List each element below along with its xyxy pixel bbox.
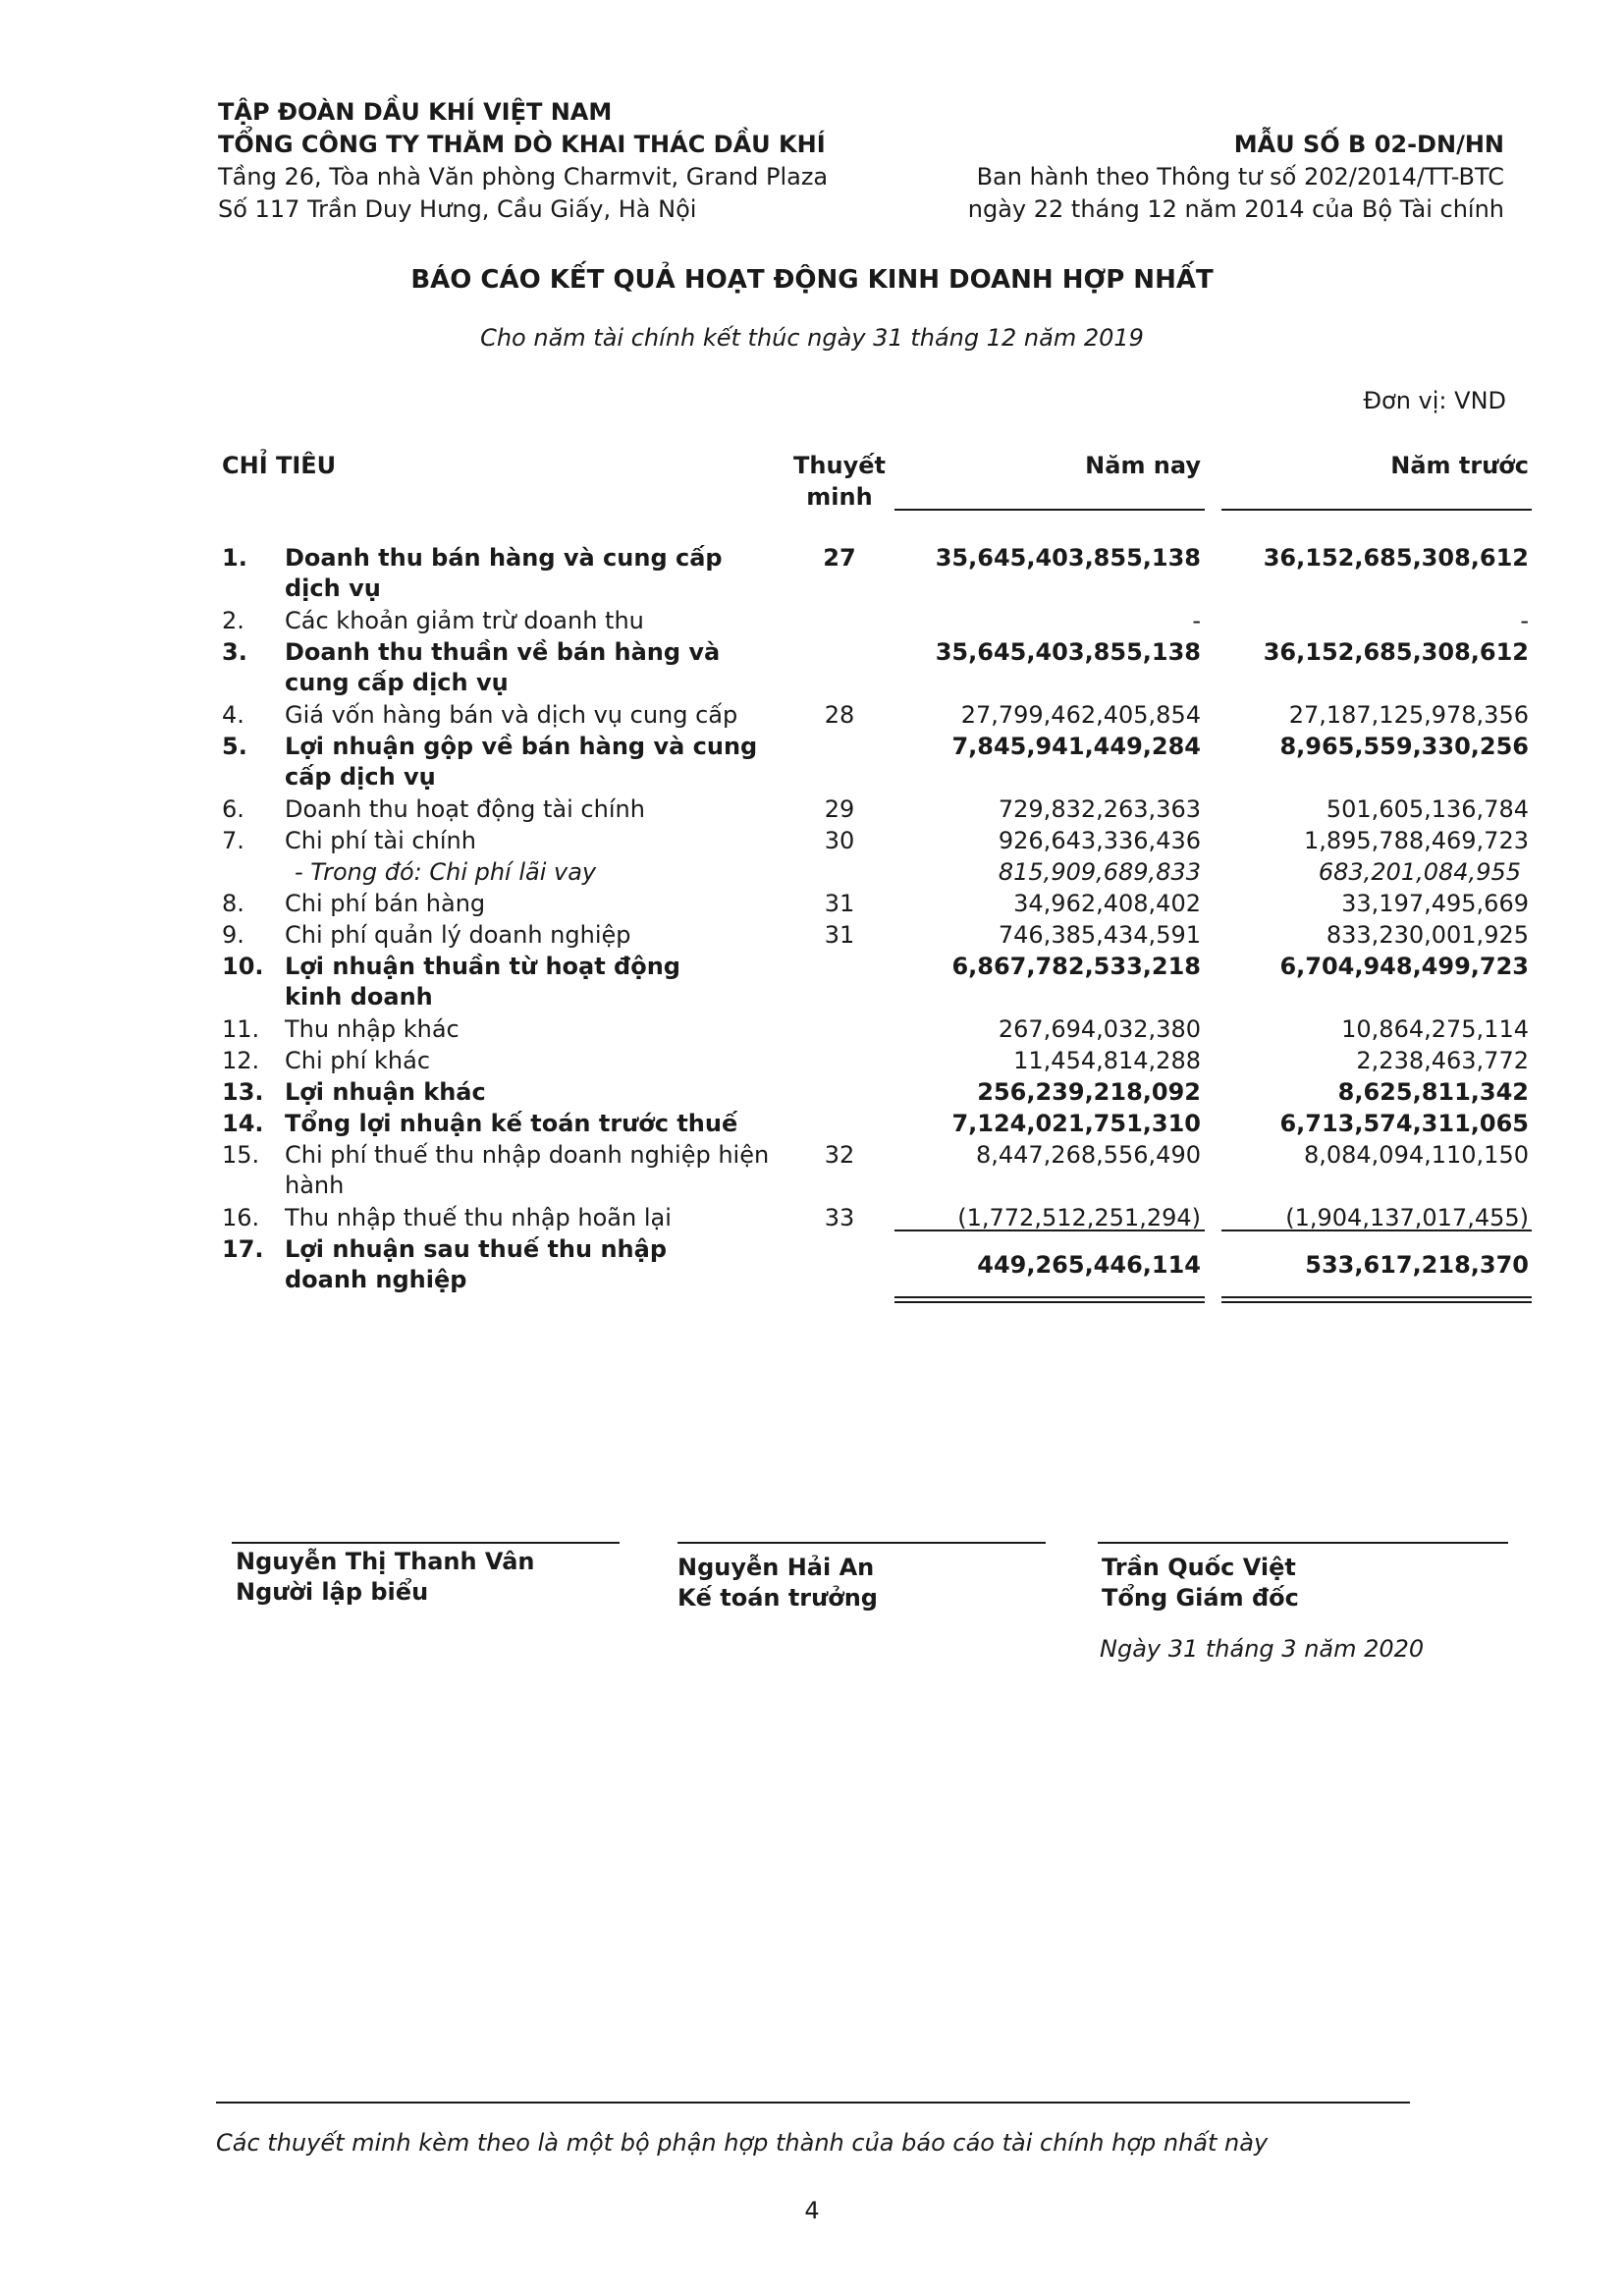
row-number: 11. [222, 1015, 260, 1043]
row-current: 34,962,408,402 [1013, 890, 1201, 917]
form-number: MẪU SỐ B 02-DN/HN [1233, 131, 1504, 158]
header-rule-prior [1221, 509, 1532, 511]
address-line-2: Số 117 Trần Duy Hưng, Cầu Giấy, Hà Nội [218, 195, 697, 223]
row-label: Tổng lợi nhuận kế toán trước thuế [285, 1110, 738, 1137]
signature-line-accountant [677, 1542, 1046, 1544]
row-label: Các khoản giảm trừ doanh thu [285, 607, 644, 634]
row-label: - Trong đó: Chi phí lãi vay [295, 858, 597, 886]
column-header-prior: Năm trước [1390, 452, 1529, 479]
column-header-note [785, 450, 893, 513]
row-number: 5. [222, 733, 247, 760]
row-note: 31 [824, 921, 855, 949]
signature-block-preparer [236, 1547, 534, 1608]
accountant-name: Nguyễn Hải An [677, 1554, 875, 1581]
row-prior: 8,625,811,342 [1337, 1078, 1529, 1106]
row-label: Chi phí thuế thu nhập doanh nghiệp hiện hành [285, 1141, 770, 1199]
row-current: - [1192, 607, 1201, 634]
company-header [218, 96, 828, 226]
page-number: 4 [804, 2197, 820, 2224]
row-label: Lợi nhuận sau thuế thu nhập doanh nghiệp [285, 1235, 668, 1293]
report-title: BÁO CÁO KẾT QUẢ HOẠT ĐỘNG KINH DOANH HỢP NHẤT [410, 265, 1214, 295]
total-double-rule-prior-1 [1221, 1296, 1532, 1298]
row-current: 11,454,814,288 [1013, 1047, 1201, 1074]
row-label: Chi phí quản lý doanh nghiệp [285, 921, 631, 949]
row-prior: 10,864,275,114 [1341, 1015, 1529, 1043]
address-line-1: Tầng 26, Tòa nhà Văn phòng Charmvit, Grand Plaza [218, 163, 829, 191]
row-number: 16. [222, 1204, 260, 1231]
row-prior: 2,238,463,772 [1356, 1047, 1529, 1074]
row-prior: 683,201,084,955 [1318, 858, 1521, 886]
row-label: Lợi nhuận gộp về bán hàng và cung cấp dịch vụ [285, 733, 758, 791]
row-label: Lợi nhuận thuần từ hoạt động kinh doanh [285, 953, 680, 1011]
row-number: 3. [222, 638, 247, 666]
issued-line-2: ngày 22 tháng 12 năm 2014 của Bộ Tài chính [967, 195, 1504, 223]
row-current: 7,124,021,751,310 [951, 1110, 1201, 1137]
row-label: Doanh thu thuần về bán hàng và cung cấp dịch vụ [285, 638, 721, 696]
total-double-rule-current-1 [894, 1296, 1205, 1298]
group-name: TẬP ĐOÀN DẦU KHÍ VIỆT NAM [218, 98, 613, 126]
signature-block-accountant [677, 1553, 878, 1613]
row-number: 17. [222, 1235, 264, 1263]
row-prior: 533,617,218,370 [1305, 1251, 1529, 1279]
row-prior: 6,713,574,311,065 [1279, 1110, 1529, 1137]
row-note: 31 [824, 890, 855, 917]
row-prior: (1,904,137,017,455) [1285, 1204, 1529, 1231]
preparer-name: Nguyễn Thị Thanh Vân [236, 1548, 535, 1575]
row-current: 8,447,268,556,490 [975, 1141, 1201, 1169]
row-label: Doanh thu bán hàng và cung cấp dịch vụ [285, 544, 723, 602]
director-title: Tổng Giám đốc [1102, 1584, 1299, 1612]
total-double-rule-current-2 [894, 1301, 1205, 1303]
issued-line-1: Ban hành theo Thông tư số 202/2014/TT-BTC [976, 163, 1504, 191]
row-current: 746,385,434,591 [998, 921, 1201, 949]
column-header-item: CHỈ TIÊU [222, 452, 337, 479]
row-label: Chi phí tài chính [285, 827, 476, 854]
row-current: 35,645,403,855,138 [935, 638, 1201, 666]
row-note: 28 [824, 701, 855, 729]
row-prior: 6,704,948,499,723 [1279, 953, 1529, 980]
row-number: 15. [222, 1141, 260, 1169]
column-header-note-line1: Thuyết [793, 452, 886, 479]
row-number: 10. [222, 953, 264, 980]
signing-date: Ngày 31 tháng 3 năm 2020 [1100, 1635, 1425, 1663]
row-note: 33 [824, 1204, 855, 1231]
row-current: 926,643,336,436 [998, 827, 1201, 854]
row-current: (1,772,512,251,294) [957, 1204, 1201, 1231]
row-label: Chi phí khác [285, 1047, 431, 1074]
footer-rule [216, 2102, 1410, 2104]
row-prior: 36,152,685,308,612 [1263, 638, 1529, 666]
row-current: 815,909,689,833 [998, 858, 1201, 886]
report-subtitle: Cho năm tài chính kết thúc ngày 31 tháng 12 năm 2019 [480, 324, 1144, 352]
row-note: 32 [824, 1141, 855, 1169]
row-prior: 1,895,788,469,723 [1303, 827, 1529, 854]
row-number: 1. [222, 544, 247, 572]
row-number: 12. [222, 1047, 260, 1074]
row-label: Doanh thu hoạt động tài chính [285, 795, 645, 823]
row-current: 27,799,462,405,854 [960, 701, 1201, 729]
form-header [968, 129, 1504, 226]
row-number: 7. [222, 827, 244, 854]
row-prior: 833,230,001,925 [1326, 921, 1529, 949]
subtotal-rule-current [894, 1230, 1205, 1231]
row-number: 4. [222, 701, 244, 729]
header-rule-current [894, 509, 1205, 511]
row-prior: 8,084,094,110,150 [1303, 1141, 1529, 1169]
row-note: 27 [823, 544, 856, 572]
row-prior: 36,152,685,308,612 [1263, 544, 1529, 572]
row-number: 9. [222, 921, 244, 949]
row-number: 6. [222, 795, 244, 823]
row-prior: 8,965,559,330,256 [1279, 733, 1529, 760]
row-number: 14. [222, 1110, 264, 1137]
currency-unit: Đơn vị: VND [1363, 387, 1506, 414]
row-number: 2. [222, 607, 244, 634]
preparer-title: Người lập biểu [236, 1578, 429, 1606]
row-current: 35,645,403,855,138 [935, 544, 1201, 572]
row-prior: 501,605,136,784 [1326, 795, 1529, 823]
row-number: 13. [222, 1078, 264, 1106]
row-note: 30 [824, 827, 855, 854]
row-prior: - [1520, 607, 1529, 634]
row-label: Thu nhập thuế thu nhập hoãn lại [285, 1204, 672, 1231]
row-label: Lợi nhuận khác [285, 1078, 486, 1106]
footer-note: Các thuyết minh kèm theo là một bộ phận hợp thành của báo cáo tài chính hợp nhất này [216, 2129, 1269, 2157]
row-prior: 33,197,495,669 [1341, 890, 1529, 917]
signature-line-director [1098, 1542, 1508, 1544]
row-number: 8. [222, 890, 244, 917]
column-header-note-line2: minh [806, 483, 873, 511]
row-current: 7,845,941,449,284 [951, 733, 1201, 760]
row-current: 267,694,032,380 [998, 1015, 1201, 1043]
column-header-current: Năm nay [1085, 452, 1201, 479]
row-current: 449,265,446,114 [977, 1251, 1201, 1279]
row-current: 256,239,218,092 [977, 1078, 1201, 1106]
signature-line-preparer [232, 1542, 620, 1544]
company-name: TỔNG CÔNG TY THĂM DÒ KHAI THÁC DẦU KHÍ [218, 131, 826, 158]
row-prior: 27,187,125,978,356 [1288, 701, 1529, 729]
director-name: Trần Quốc Việt [1102, 1554, 1296, 1581]
total-double-rule-prior-2 [1221, 1301, 1532, 1303]
row-current: 729,832,263,363 [998, 795, 1201, 823]
row-label: Giá vốn hàng bán và dịch vụ cung cấp [285, 701, 738, 729]
accountant-title: Kế toán trưởng [677, 1584, 878, 1612]
subtotal-rule-prior [1221, 1230, 1532, 1231]
row-label: Thu nhập khác [285, 1015, 460, 1043]
signature-block-director [1102, 1553, 1299, 1613]
row-note: 29 [824, 795, 855, 823]
row-current: 6,867,782,533,218 [951, 953, 1201, 980]
row-label: Chi phí bán hàng [285, 890, 486, 917]
